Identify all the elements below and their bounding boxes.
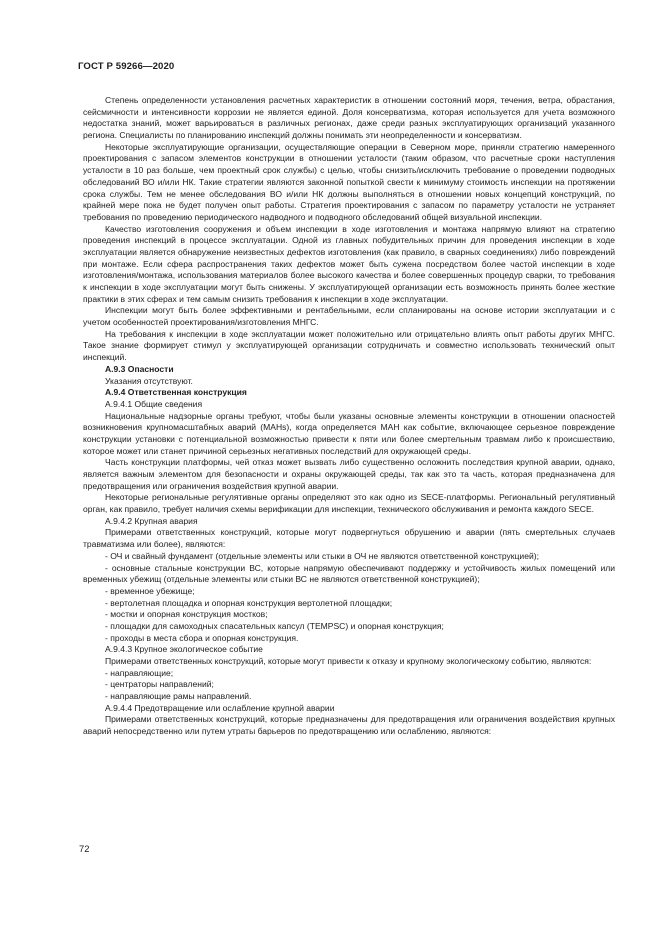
paragraph: - основные стальные конструкции ВС, которые напрямую обеспечивают поддержку и устойчивость жилых помещений или временных убежищ (отдельные элементы или стыки ВС не являются ответственной конструкцией); <box>83 562 615 585</box>
paragraph: - направляющие рамы направлений. <box>105 691 252 702</box>
paragraph: - вертолетная площадка и опорная конструкция вертолетной площадки; <box>105 597 393 608</box>
paragraph: - мостки и опорная конструкция мостков; <box>105 609 268 620</box>
paragraph: А.9.4.2 Крупная авария <box>105 515 198 526</box>
standard-header: ГОСТ Р 59266—2020 <box>78 61 175 72</box>
paragraph: Часть конструкции платформы, чей отказ может вызвать либо существенно осложнить последствия крупной аварии, однако, является важным элементом для безопасности и охраны окружающей среды, так как это та часть, которая предназначена для предотвращения или ограничения воздействия крупной аварии. <box>83 457 615 491</box>
paragraph: Некоторые региональные регулятивные органы определяют это как одно из SECE-платформы. Региональный регулятивный орган, как правило, требует наличия схемы верификации для инспекции, технического обслуживания и ремонта каждого SECE. <box>83 492 615 515</box>
paragraph: - ОЧ и свайный фундамент (отдельные элементы или стыки в ОЧ не являются ответственной конструкцией); <box>105 550 539 561</box>
paragraph: Степень определенности установления расчетных характеристик в отношении состояний моря, течения, ветра, обрастания, сейсмичности и интенсивности коррозии не является единой. Доля консерватизма, которая используется для учета возможного недостатка знаний, может варьироваться в различных регионах, даже среди разных эксплуатирующих организаций указанного региона. Специалисты по планированию инспекций должны понимать эти неопределенности и консерватизм. <box>83 95 615 141</box>
section-heading: А.9.3 Опасности <box>105 363 174 374</box>
paragraph: Примерами ответственных конструкций, которые могут привести к отказу и крупному экологическому событию, являются: <box>105 656 592 666</box>
paragraph: А.9.4.4 Предотвращение или ослабление крупной аварии <box>105 702 335 713</box>
paragraph: - центраторы направлений; <box>105 679 214 690</box>
paragraph: Указания отсутствуют. <box>105 375 193 386</box>
paragraph: Качество изготовления сооружения и объем инспекции в ходе изготовления и монтажа напрямую влияют на стратегию проведения инспекций в процессе эксплуатации. Одной из главных побудительных причин для проведения инспекции в ходе эксплуатации является обнаружение неизвестных дефектов изготовления (как правило, в сварных соединениях) либо повреждений при монтаже. Если сфера распространения таких дефектов может быть сужена посредством более частой инспекции в ходе изготовления/монтажа, использования материалов более высокого качества и более совершенных процедур сварки, то требования к инспекции в ходе эксплуатации могут быть снижены. У эксплуатирующей организации есть возможность принять более жесткие практики в этих сферах и тем самым снизить требования к инспекции в ходе эксплуатации. <box>83 223 615 304</box>
section-heading: А.9.4 Ответственная конструкция <box>105 387 247 398</box>
paragraph: А.9.4.1 Общие сведения <box>105 398 203 409</box>
page-number: 72 <box>79 843 90 854</box>
paragraph: Некоторые эксплуатирующие организации, осуществляющие операции в Северном море, приняли стратегию намеренного проектирования с запасом элементов конструкции в отношении усталости (таким образом, что расчетные сроки наступления усталости в 10 раз больше, чем проектный срок службы) с целью, чтобы снизить/исключить требование о проведении подводных обследований ВО и/или НК. Такие стратегии являются законной попыткой свести к минимуму стоимость инспекции на протяжении срока службы. Тем не менее обследования ВО и/или НК должны выполняться в отношении новых концепций конструкций, по крайней мере пока не будет получен опыт работы. Стратегия проектирования с запасом по параметру усталости не устраняет требования по проведению периодического надводного и подводного обследований общей визуальной инспекции. <box>83 141 615 222</box>
paragraph: На требования к инспекции в ходе эксплуатации может положительно или отрицательно влиять опыт работы других МНГС. Такое знание формирует стимул у эксплуатирующей организации сотрудничать и совместно использовать технический опыт инспекций. <box>83 328 615 363</box>
paragraph: - проходы в места сбора и опорная конструкция. <box>105 632 299 643</box>
paragraph: - направляющие; <box>105 667 174 678</box>
paragraph: Инспекции могут быть более эффективными и рентабельными, если спланированы на основе истории эксплуатации и с учетом особенностей проектирования/изготовления МНГС. <box>83 305 615 328</box>
paragraph: Примерами ответственных конструкций, которые предназначены для предотвращения или ограничения воздействия крупных аварий непосредственно или путем утраты барьеров по предотвращению или ослаблению, являются: <box>83 714 615 737</box>
paragraph: - временное убежище; <box>105 585 195 596</box>
paragraph: - площадки для самоходных спасательных капсул (TEMPSC) и опорная конструкция; <box>105 620 444 631</box>
paragraph: Национальные надзорные органы требуют, чтобы были указаны основные элементы конструкции в отношении опасностей возникновения крупномасштабных аварий (МАНs), когда определяется МАН как событие, включающее серьезное повреждение конструкции установки с потенциальной возможностью привести к пяти или более смертельным травмам либо к происшествию, которое может или станет причиной серьезных негативных последствий для окружающей среды. <box>83 410 615 456</box>
document-body <box>83 95 615 738</box>
paragraph: А.9.4.3 Крупное экологическое событие <box>105 644 263 655</box>
paragraph: Примерами ответственных конструкций, которые могут подвергнуться обрушению и аварии (пять смертельных случаев травматизма или более), являются: <box>83 527 615 550</box>
